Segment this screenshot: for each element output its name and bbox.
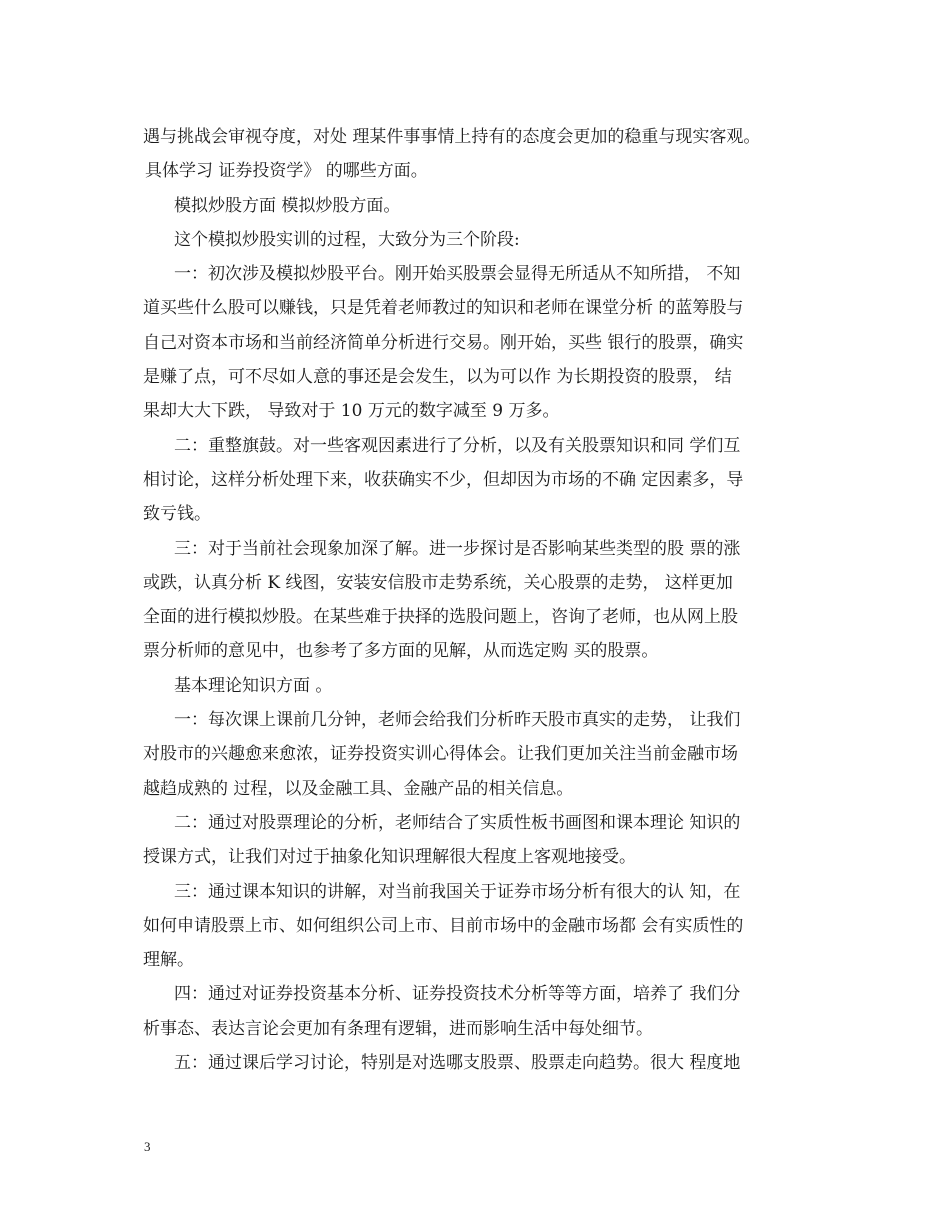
text-line: 遇与挑战会审视夺度，对处 理某件事事情上持有的态度会更加的稳重与现实客观。 [143,127,761,147]
text-line: 二：通过对股票理论的分析，老师结合了实质性板书画图和课本理论 知识的 [174,812,741,833]
text-line: 一：每次课上课前几分钟，老师会给我们分析昨天股市真实的走势， 让我们 [174,710,741,731]
text-line: 一：初次涉及模拟炒股平台。刚开始买股票会显得无所适从不知所措， 不知 [174,264,741,285]
text-line: 二：重整旗鼓。对一些客观因素进行了分析，以及有关股票知识和同 学们互 [174,435,741,456]
text-line: 自己对资本市场和当前经济简单分析进行交易。刚开始，买些 银行的股票，确实 [143,332,744,353]
text-line: 析事态、表达言论会更加有条理有逻辑，进而影响生活中每处细节。 [143,1018,653,1039]
body-text [143,120,813,1080]
text-line: 全面的进行模拟炒股。在某些难于抉择的选股问题上，咨询了老师，也从网上股 [143,607,738,628]
text-line: 对股市的兴趣愈来愈浓，证券投资实训心得体会。让我们更加关注当前金融市场 [143,744,738,765]
text-line: 相讨论，这样分析处理下来，收获确实不少，但却因为市场的不确 定因素多，导 [143,469,744,490]
text-line: 或跌，认真分析 K 线图，安装安信股市走势系统，关心股票的走势， 这样更加 [143,572,733,593]
text-line: 票分析师的意见中，也参考了多方面的见解，从而选定购 买的股票。 [143,641,659,662]
text-line: 授课方式，让我们对过于抽象化知识理解很大程度上客观地接受。 [143,847,636,868]
page-number: 3 [144,1139,151,1154]
text-line: 致亏钱。 [143,504,211,525]
text-line: 这个模拟炒股实训的过程，大致分为三个阶段: [174,229,520,250]
text-line: 是赚了点，可不尽如人意的事还是会发生，以为可以作 为长期投资的股票， 结 [143,367,732,388]
text-line: 四：通过对证券投资基本分析、证券投资技术分析等等方面，培养了 我们分 [174,984,741,1005]
text-line: 理解。 [143,950,194,971]
text-line: 果却大大下跌， 导致对于 10 万元的数字减至 9 万多。 [143,401,560,422]
text-line: 模拟炒股方面 模拟炒股方面。 [174,195,401,216]
text-line: 五：通过课后学习讨论，特别是对选哪支股票、股票走向趋势。很大 程度地 [174,1053,741,1074]
text-line: 基本理论知识方面 。 [174,675,333,696]
text-line: 三：对于当前社会现象加深了解。进一步探讨是否影响某些类型的股 票的涨 [174,538,741,559]
text-line: 如何申请股票上市、如何组织公司上市、目前市场中的金融市场都 会有实质性的 [143,915,744,936]
text-line: 越趋成熟的 过程，以及金融工具、金融产品的相关信息。 [143,778,574,799]
text-line: 道买些什么股可以赚钱，只是凭着老师教过的知识和老师在课堂分析 的蓝筹股与 [143,298,744,319]
text-line: 具体学习 证券投资学》 的哪些方面。 [145,161,428,182]
text-line: 三：通过课本知识的讲解，对当前我国关于证券市场分析有很大的认 知，在 [174,881,741,902]
